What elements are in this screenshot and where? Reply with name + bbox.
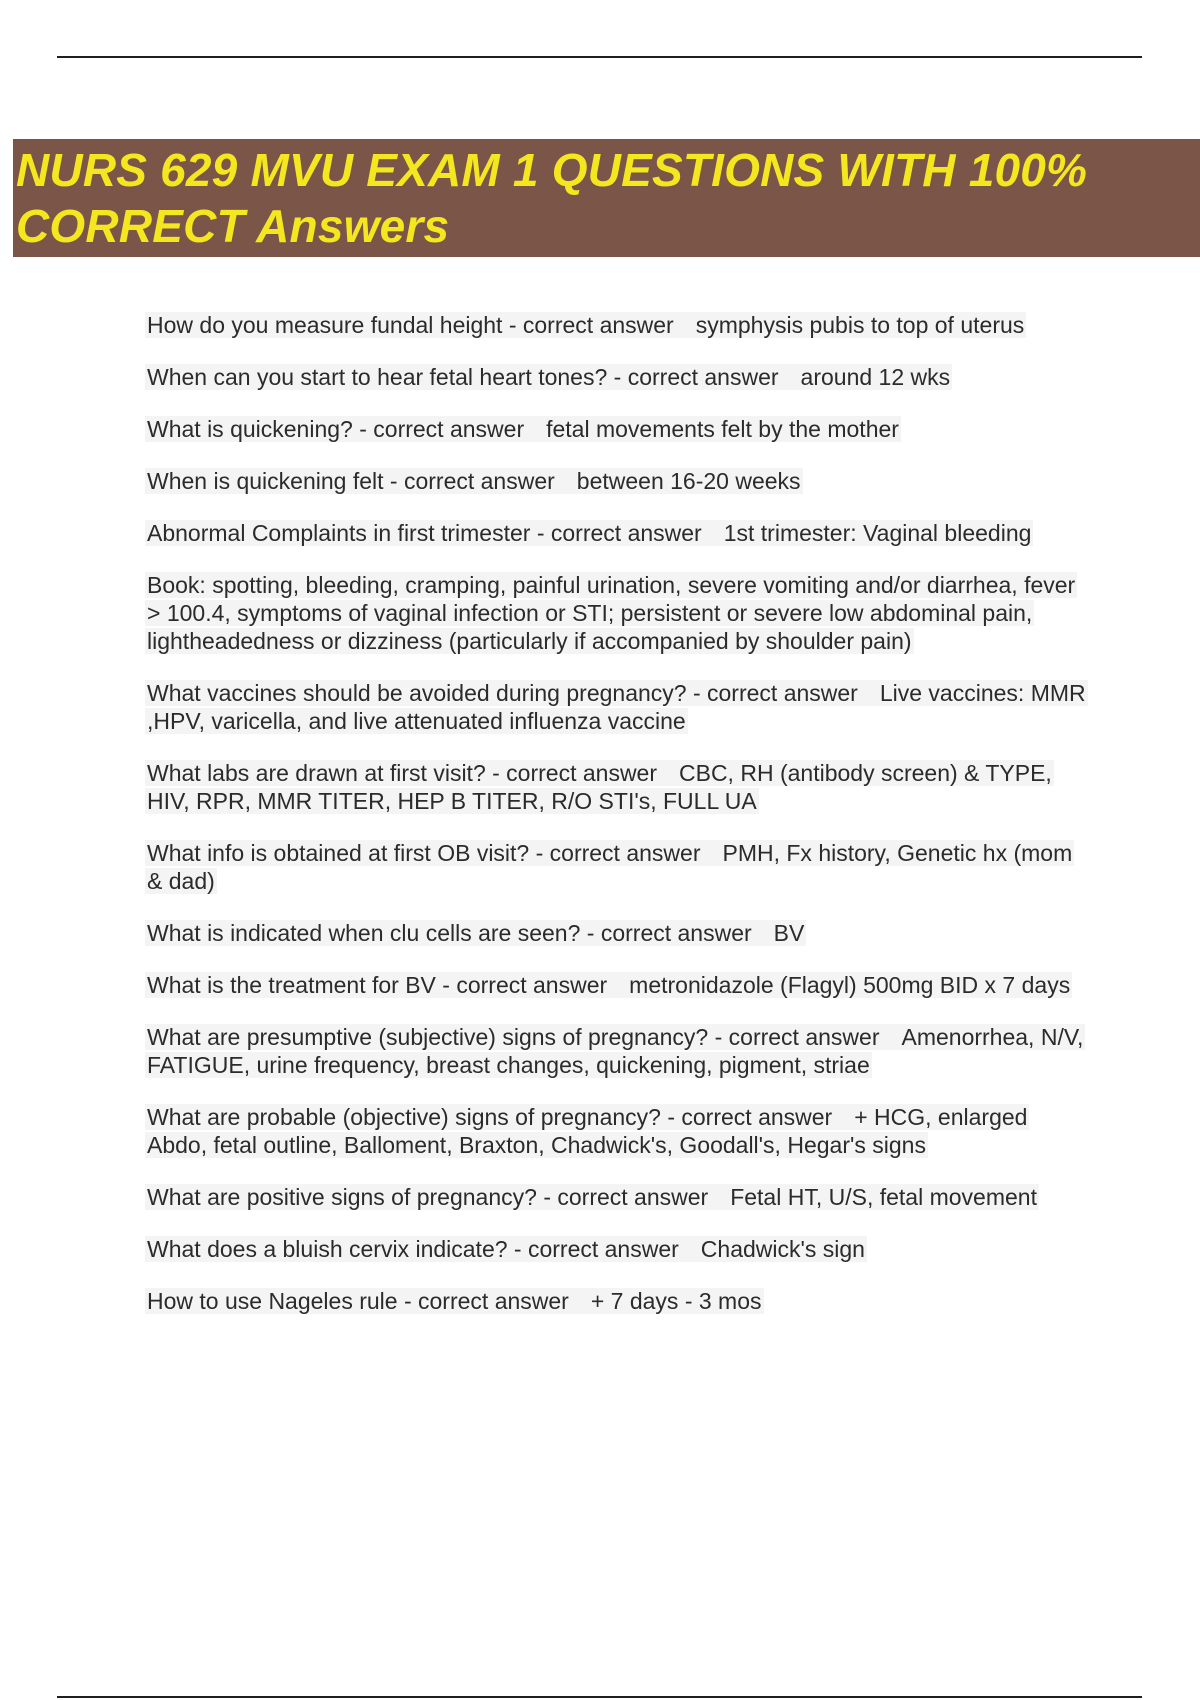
answer-text: + HCG, enlarged Abdo, fetal outline, Balloment, Braxton, Chadwick's, Goodall's, Hegar's signs (147, 1104, 1028, 1158)
answer-text: Chadwick's sign (700, 1236, 865, 1262)
qa-item (145, 759, 1090, 815)
question-text: When can you start to hear fetal heart tones? - correct answer (147, 364, 779, 390)
qa-text (145, 416, 901, 442)
qa-item (145, 971, 1090, 999)
qa-text (145, 840, 1074, 894)
qa-item (145, 1103, 1090, 1159)
answer-text: fetal movements felt by the mother (546, 416, 899, 442)
question-text: What is quickening? - correct answer (147, 416, 525, 442)
qa-item (145, 363, 1090, 391)
title-line-1: NURS 629 MVU EXAM 1 QUESTIONS WITH 100% (16, 144, 1088, 196)
question-text: What labs are drawn at first visit? - correct answer (147, 760, 657, 786)
qa-text (145, 680, 1088, 734)
answer-text: metronidazole (Flagyl) 500mg BID x 7 days (629, 972, 1071, 998)
question-text: How do you measure fundal height - correct answer (147, 312, 674, 338)
qa-text (145, 972, 1072, 998)
question-text: When is quickening felt - correct answer (147, 468, 555, 494)
question-text: What are presumptive (subjective) signs of pregnancy? - correct answer (147, 1024, 880, 1050)
question-text: What does a bluish cervix indicate? - correct answer (147, 1236, 679, 1262)
answer-text: + 7 days - 3 mos (590, 1288, 762, 1314)
question-text: What vaccines should be avoided during pregnancy? - correct answer (147, 680, 858, 706)
question-text: What info is obtained at first OB visit? - correct answer (147, 840, 701, 866)
answer-text: around 12 wks (800, 364, 951, 390)
qa-list (145, 311, 1090, 1315)
answer-text: Fetal HT, U/S, fetal movement (730, 1184, 1037, 1210)
qa-item (145, 311, 1090, 339)
answer-text: symphysis pubis to top of uterus (695, 312, 1025, 338)
question-text: What are positive signs of pregnancy? - correct answer (147, 1184, 709, 1210)
qa-item (145, 1183, 1090, 1211)
title-banner (13, 139, 1200, 257)
qa-text (145, 364, 952, 390)
qa-text (145, 1236, 867, 1262)
question-text: Abnormal Complaints in first trimester - correct answer (147, 520, 702, 546)
answer-text: PMH, Fx history, Genetic hx (mom & dad) (147, 840, 1073, 894)
question-text: What are probable (objective) signs of pregnancy? - correct answer (147, 1104, 833, 1130)
top-rule (57, 56, 1142, 58)
question-text: How to use Nageles rule - correct answer (147, 1288, 569, 1314)
qa-item (145, 919, 1090, 947)
question-text: What is the treatment for BV - correct answer (147, 972, 608, 998)
qa-item (145, 467, 1090, 495)
qa-text (145, 520, 1033, 546)
qa-item (145, 571, 1090, 655)
answer-text: Amenorrhea, N/V, FATIGUE, urine frequency, breast changes, quickening, pigment, striae (147, 1024, 1084, 1078)
qa-item (145, 1235, 1090, 1263)
qa-text (145, 468, 803, 494)
qa-item (145, 839, 1090, 895)
answer-text: CBC, RH (antibody screen) & TYPE, HIV, RPR, MMR TITER, HEP B TITER, R/O STI's, FULL UA (147, 760, 1052, 814)
answer-text: Book: spotting, bleeding, cramping, painful urination, severe vomiting and/or diarrhea, fever > 100.4, symptoms of vaginal infection or STI; persistent or severe low abdominal pain, lightheadedness or dizziness (particularly if accompanied by shoulder pain) (147, 572, 1076, 654)
qa-text (145, 1024, 1085, 1078)
qa-text (145, 312, 1026, 338)
bottom-rule (57, 1696, 1142, 1698)
qa-text (145, 760, 1054, 814)
qa-text (145, 1104, 1029, 1158)
question-text: What is indicated when clu cells are seen? - correct answer (147, 920, 752, 946)
qa-text (145, 572, 1077, 654)
qa-item (145, 415, 1090, 443)
answer-text: Live vaccines: MMR ,HPV, varicella, and live attenuated influenza vaccine (147, 680, 1086, 734)
qa-item (145, 1023, 1090, 1079)
qa-text (145, 1184, 1039, 1210)
qa-text (145, 920, 806, 946)
qa-item (145, 519, 1090, 547)
qa-text (145, 1288, 764, 1314)
qa-item (145, 1287, 1090, 1315)
answer-text: between 16-20 weeks (576, 468, 801, 494)
answer-text: BV (773, 920, 805, 946)
qa-item (145, 679, 1090, 735)
title-line-2: CORRECT Answers (16, 200, 450, 252)
answer-text: 1st trimester: Vaginal bleeding (723, 520, 1032, 546)
